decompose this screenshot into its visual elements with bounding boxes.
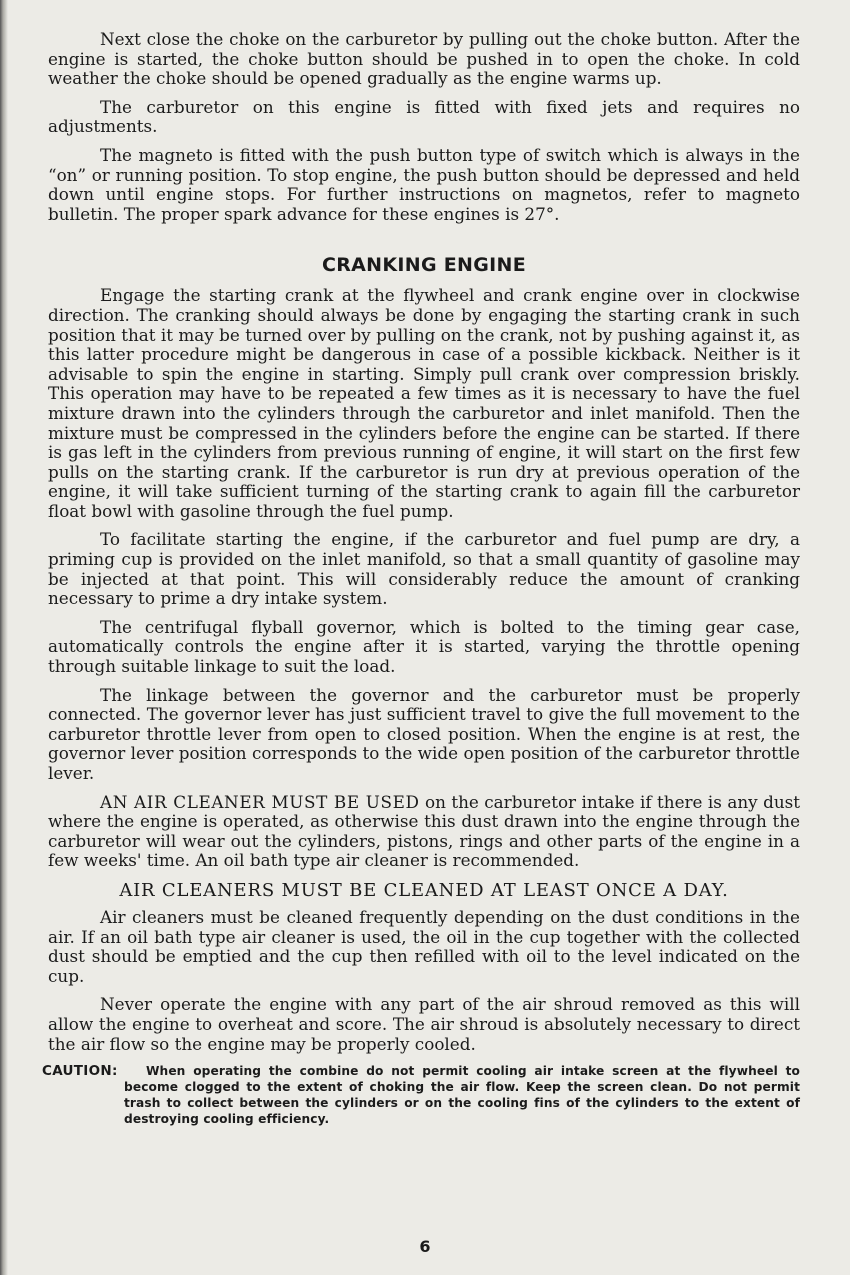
page-binding-edge (0, 0, 8, 1275)
air-cleaner-lead: AN AIR CLEANER MUST BE USED (100, 791, 420, 812)
page-content (42, 29, 800, 1127)
page-number: 6 (419, 1237, 431, 1256)
air-cleaner-paragraph (48, 793, 800, 871)
air-cleaner-rest: on the carburetor intake if there is any dust where the engine is operated, as otherwise this dust drawn into the engine through the carburetor will wear out the cylinders, pistons, rings and other parts of the engine in a few weeks' time. An oil bath type air cleaner is recommended. (48, 791, 800, 871)
linkage-paragraph: The linkage between the governor and the carburetor must be properly connected. The governor lever has just sufficient travel to give the full movement to the carburetor throttle lever from open to closed position. When the engine is at rest, the governor lever position corresponds to the wide open position of the carburetor throttle lever. (48, 684, 800, 783)
caution-text: When operating the combine do not permit cooling air intake screen at the flywheel to become clogged to the extent of choking the air flow. Keep the screen clean. Do not permit trash to collect between the cylinders or on the cooling fins of the cylinders to the extent of destroying cooling efficiency. (124, 1064, 800, 1127)
cleaning-paragraph: Air cleaners must be cleaned frequently depending on the dust conditions in the air. If an oil bath type air cleaner is used, the oil in the cup together with the collected dust should be emptied and the cup then refilled with oil to the level indicated on the cup. (48, 906, 800, 986)
caution-label: CAUTION: (42, 1063, 118, 1080)
magneto-paragraph: The magneto is fitted with the push button type of switch which is always in the “on” or running position. To stop engine, the push button should be depressed and held down until engine stops. For further instructions on magnetos, refer to magneto bulletin. The proper spark advance for these engines is 27°. (48, 144, 800, 224)
cleaning-notice: AIR CLEANERS MUST BE CLEANED AT LEAST ONCE A DAY. (119, 879, 729, 901)
air-shroud-paragraph: Never operate the engine with any part of the air shroud removed as this will allow the engine to overheat and score. The air shroud is absolutely necessary to direct the air flow so the engine may be properly cooled. (48, 994, 800, 1054)
choke-paragraph: Next close the choke on the carburetor by pulling out the choke button. After the engine is started, the choke button should be pushed in to open the choke. In cold weather the choke should be opened gradually as the engine warms up. (48, 29, 800, 89)
caution-block (42, 1063, 800, 1127)
priming-paragraph: To facilitate starting the engine, if the carburetor and fuel pump are dry, a priming cup is provided on the inlet manifold, so that a small quantity of gasoline may be injected at that point. This will considerably reduce the amount of cranking necessary to prime a dry intake system. (48, 529, 800, 609)
cranking-paragraph: Engage the starting crank at the flywheel and crank engine over in clockwise direction. The cranking should always be done by engaging the starting crank in such position that it may be turned over by pulling on the crank, not by pushing against it, as this latter procedure might be dangerous in case of a possible kickback. Neither is it advisable to spin the engine in starting. Simply pull crank over compression briskly. This operation may have to be repeated a few times as it is necessary to have the fuel mixture drawn into the cylinders through the carburetor and inlet manifold. Then the mixture must be compressed in the cylinders before the engine can be started. If there is gas left in the cylinders from previous running of engine, it will start on the first few pulls on the starting crank. If the carburetor is run dry at previous operation of the engine, it will take sufficient turning of the starting crank to again fill the carburetor float bowl with gasoline through the fuel pump. (48, 285, 800, 521)
governor-paragraph: The centrifugal flyball governor, which is bolted to the timing gear case, automatically controls the engine after it is started, varying the throttle opening through suitable linkage to suit the load. (48, 616, 800, 677)
carburetor-jets-paragraph: The carburetor on this engine is fitted with fixed jets and requires no adjustments. (48, 96, 800, 137)
section-heading: CRANKING ENGINE (321, 254, 526, 277)
